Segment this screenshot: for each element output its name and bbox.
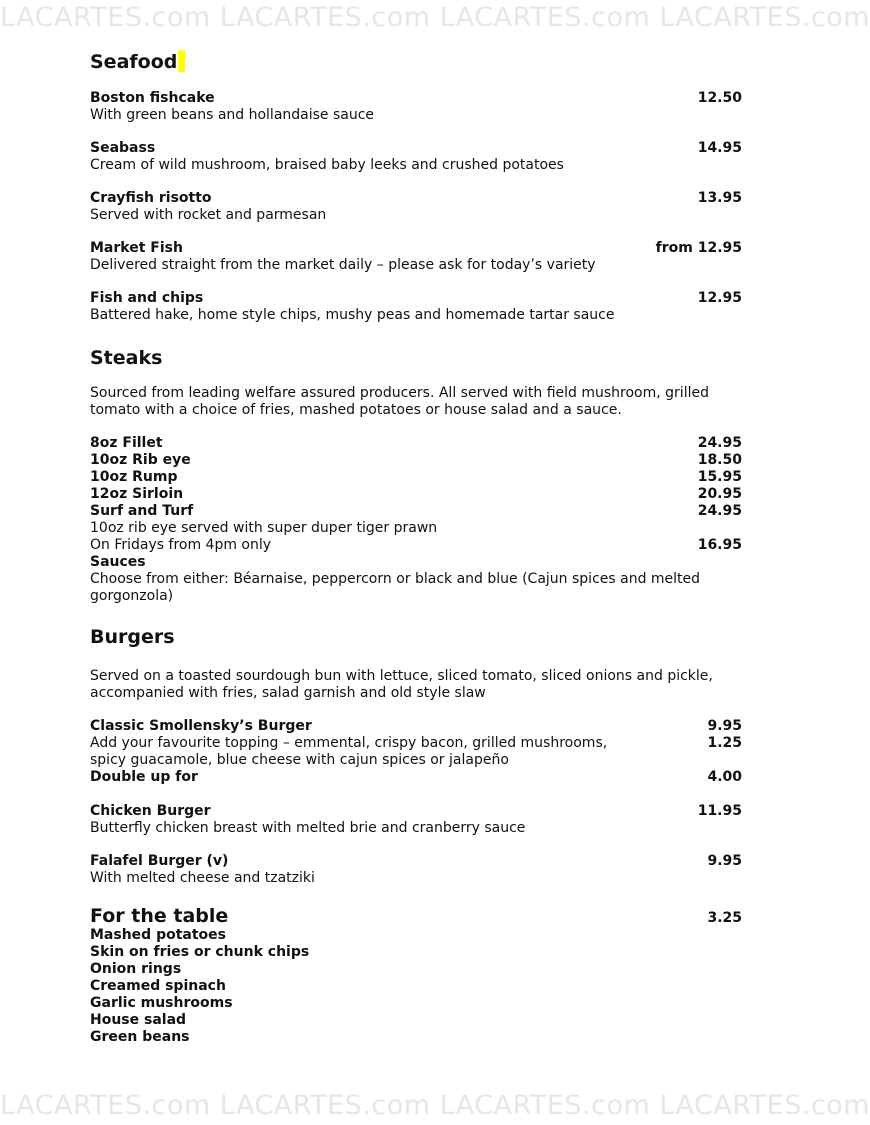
item-description: Cream of wild mushroom, braised baby leeks and crushed potatoes: [90, 157, 564, 173]
menu-item: [90, 190, 742, 224]
item-name: Falafel Burger (v): [90, 853, 229, 869]
steak-item: [90, 452, 742, 469]
highlight-mark: [178, 50, 185, 72]
item-price: 4.00: [707, 769, 742, 785]
menu-item: [90, 803, 742, 837]
side-item: House salad: [90, 1012, 187, 1028]
item-price: 9.95: [707, 853, 742, 869]
side-item: Creamed spinach: [90, 978, 226, 994]
item-name: Chicken Burger: [90, 803, 211, 819]
menu-item: [90, 90, 742, 124]
item-price: 24.95: [697, 503, 742, 519]
item-name: Seabass: [90, 140, 156, 156]
item-price: 12.50: [697, 90, 742, 106]
section-title-burgers: Burgers: [90, 626, 175, 648]
side-item: Mashed potatoes: [90, 927, 226, 943]
menu-item: [90, 290, 742, 324]
item-price: 12.95: [697, 290, 742, 306]
watermark-bottom: LACARTES.com LACARTES.com LACARTES.com LACARTES.com: [0, 1091, 870, 1121]
item-price: 9.95: [707, 718, 742, 734]
steak-item: [90, 503, 742, 520]
item-name: 10oz Rib eye: [90, 452, 191, 468]
seafood-title-text: Seafood: [90, 51, 178, 73]
steak-item: [90, 469, 742, 486]
item-description: Delivered straight from the market daily – please ask for today’s variety: [90, 257, 596, 273]
item-price: 1.25: [707, 735, 742, 751]
item-name: Market Fish: [90, 240, 183, 256]
friday-text: On Fridays from 4pm only: [90, 537, 272, 553]
item-price: 18.50: [697, 452, 742, 468]
item-price: 15.95: [697, 469, 742, 485]
item-description: With melted cheese and tzatziki: [90, 870, 315, 886]
for-the-table-title: For the table: [90, 905, 229, 927]
item-description: Butterfly chicken breast with melted brie and cranberry sauce: [90, 820, 526, 836]
steak-item: [90, 486, 742, 503]
burgers-intro: Served on a toasted sourdough bun with lettuce, sliced tomato, sliced onions and pickle, accompanied with fries, salad garnish and old style slaw: [90, 668, 713, 701]
side-item: Green beans: [90, 1029, 190, 1045]
item-price: 16.95: [697, 537, 742, 553]
side-item: Garlic mushrooms: [90, 995, 233, 1011]
item-price: 13.95: [697, 190, 742, 206]
menu-item: [90, 718, 742, 786]
menu-item: [90, 140, 742, 174]
menu-item: [90, 240, 742, 274]
item-price: 3.25: [707, 910, 742, 926]
item-name: 10oz Rump: [90, 469, 178, 485]
item-name: Classic Smollensky’s Burger: [90, 718, 312, 734]
item-description: Served with rocket and parmesan: [90, 207, 327, 223]
item-name: 8oz Fillet: [90, 435, 163, 451]
sauces-description: Choose from either: Béarnaise, peppercorn or black and blue (Cajun spices and melted gorgonzola): [90, 571, 701, 604]
item-name: Surf and Turf: [90, 503, 194, 519]
side-item: Onion rings: [90, 961, 182, 977]
watermark-top: LACARTES.com LACARTES.com LACARTES.com LACARTES.com: [0, 3, 870, 33]
item-price: 24.95: [697, 435, 742, 451]
surf-and-turf-description: 10oz rib eye served with super duper tiger prawn: [90, 520, 438, 536]
sauces-title: Sauces: [90, 554, 146, 570]
item-name: Boston fishcake: [90, 90, 215, 106]
item-name: 12oz Sirloin: [90, 486, 184, 502]
steaks-intro: Sourced from leading welfare assured producers. All served with field mushroom, grilled tomato with a choice of fries, mashed potatoes or house salad and a sauce.: [90, 385, 709, 418]
steaks-list: [90, 435, 742, 605]
item-name: Double up for: [90, 769, 198, 785]
item-description: Battered hake, home style chips, mushy peas and homemade tartar sauce: [90, 307, 615, 323]
item-name: Fish and chips: [90, 290, 204, 306]
item-price: 20.95: [697, 486, 742, 502]
section-title-seafood: [90, 50, 742, 74]
sides-list: [90, 927, 742, 1046]
item-price: 11.95: [697, 803, 742, 819]
item-price: 14.95: [697, 140, 742, 156]
item-price: from 12.95: [655, 240, 742, 256]
topping-row: [90, 735, 742, 769]
side-item: Skin on fries or chunk chips: [90, 944, 310, 960]
item-name: Crayfish risotto: [90, 190, 212, 206]
section-title-steaks: Steaks: [90, 347, 163, 369]
item-description: With green beans and hollandaise sauce: [90, 107, 375, 123]
friday-offer: [90, 537, 742, 554]
menu-item: [90, 853, 742, 887]
topping-description: Add your favourite topping – emmental, crispy bacon, grilled mushrooms, spicy guacamole, blue cheese with cajun spices or jalapeño: [90, 735, 608, 768]
steak-item: [90, 435, 742, 452]
